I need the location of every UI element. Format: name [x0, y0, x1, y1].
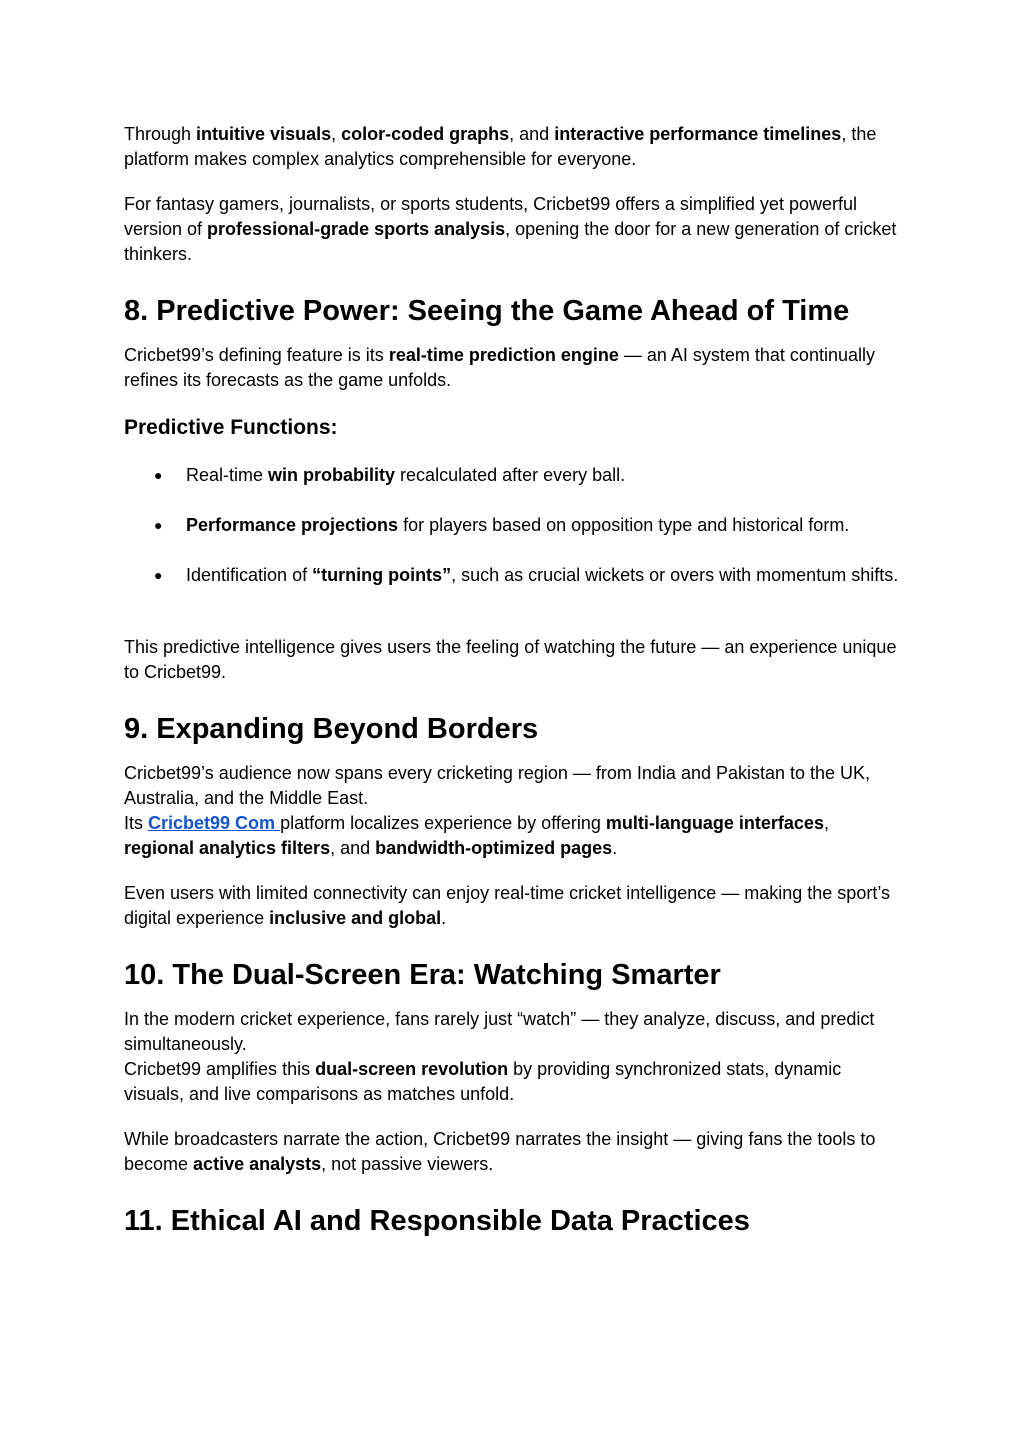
text-run: , and — [509, 124, 555, 144]
text-run: , not passive viewers. — [321, 1154, 494, 1174]
bold-text: Performance projections — [186, 515, 399, 535]
paragraph — [124, 192, 899, 267]
bold-text: dual-screen revolution — [315, 1059, 509, 1079]
text-run: Real-time — [186, 465, 269, 485]
text-run: by providing synchronized stats, dynamic visuals, and live comparisons as matches unfold. — [124, 1059, 842, 1104]
text-run: Its — [124, 813, 149, 833]
text-run: for players based on opposition type and historical form. — [398, 515, 850, 535]
list-item — [124, 463, 899, 488]
text-run: . — [612, 838, 618, 858]
text-run: 8. Predictive Power: Seeing the Game Ahead of Time — [124, 295, 850, 327]
bullet-icon: ● — [154, 517, 163, 533]
text-run: , such as crucial wickets or overs with momentum shifts. — [451, 565, 899, 585]
text-run: , the platform makes complex analytics comprehensible for everyone. — [124, 124, 877, 169]
predictive-functions-list — [124, 463, 899, 588]
bullet-icon: ● — [154, 467, 163, 483]
text-run: , — [331, 124, 342, 144]
text-run: For fantasy gamers, journalists, or sports students, Cricbet99 offers a simplified yet powerful version of — [124, 194, 857, 239]
list-item — [124, 563, 899, 588]
bold-text: intuitive visuals — [196, 124, 332, 144]
bold-text: active analysts — [193, 1154, 322, 1174]
text-run: , opening the door for a new generation of cricket thinkers. — [124, 219, 897, 264]
section-heading — [124, 712, 899, 746]
bold-text: inclusive and global — [269, 908, 442, 928]
text-run: recalculated after every ball. — [395, 465, 626, 485]
paragraph — [124, 635, 899, 685]
text-run: This predictive intelligence gives users the feeling of watching the future — an experience unique to Cricbet99. — [124, 637, 897, 682]
text-run: 11. Ethical AI and Responsible Data Practices — [124, 1205, 750, 1237]
bold-text: multi-language interfaces — [605, 813, 824, 833]
text-run: 9. Expanding Beyond Borders — [124, 713, 539, 745]
text-run: Predictive Functions: — [124, 416, 338, 439]
text-run: platform localizes experience by offering — [280, 813, 606, 833]
text-run: Cricbet99’s audience now spans every cricketing region — from India and Pakistan to the UK, Australia, and the Middle East. — [124, 763, 871, 808]
list-item — [124, 513, 899, 538]
text-run: — an AI system that continually refines its forecasts as the game unfolds. — [124, 345, 875, 390]
text-run: Cricbet99 amplifies this — [124, 1059, 316, 1079]
text-run: Identification of — [186, 565, 313, 585]
paragraph — [124, 761, 899, 861]
text-run: In the modern cricket experience, fans rarely just “watch” — they analyze, discuss, and predict simultaneously. — [124, 1009, 875, 1054]
cricbet99-link[interactable]: Cricbet99 Com — [148, 813, 281, 833]
bold-text: win probability — [268, 465, 396, 485]
section-heading — [124, 958, 899, 992]
paragraph — [124, 343, 899, 393]
bold-text: “turning points” — [312, 565, 452, 585]
text-run: Cricbet99’s defining feature is its — [124, 345, 389, 365]
paragraph — [124, 881, 899, 931]
text-run: While broadcasters narrate the action, Cricbet99 narrates the insight — giving fans the tools to become — [124, 1129, 876, 1174]
bold-text: regional analytics filters — [124, 838, 331, 858]
bold-text: interactive performance timelines — [554, 124, 842, 144]
subheading — [124, 415, 899, 441]
section-heading — [124, 294, 899, 328]
text-run: Through — [124, 124, 197, 144]
paragraph — [124, 1007, 899, 1107]
text-run: Even users with limited connectivity can enjoy real-time cricket intelligence — making the sport’s digital experience — [124, 883, 890, 928]
bullet-icon: ● — [154, 567, 163, 583]
paragraph — [124, 1127, 899, 1177]
document-page — [124, 122, 899, 1253]
bold-text: bandwidth-optimized pages — [375, 838, 613, 858]
text-run: 10. The Dual-Screen Era: Watching Smarter — [124, 959, 721, 991]
section-heading — [124, 1204, 899, 1238]
text-run: , and — [330, 838, 376, 858]
paragraph — [124, 122, 899, 172]
bold-text: professional-grade sports analysis — [207, 219, 506, 239]
text-run: , — [823, 813, 829, 833]
text-run: . — [441, 908, 447, 928]
bold-text: real-time prediction engine — [388, 345, 619, 365]
bold-text: color-coded graphs — [341, 124, 510, 144]
